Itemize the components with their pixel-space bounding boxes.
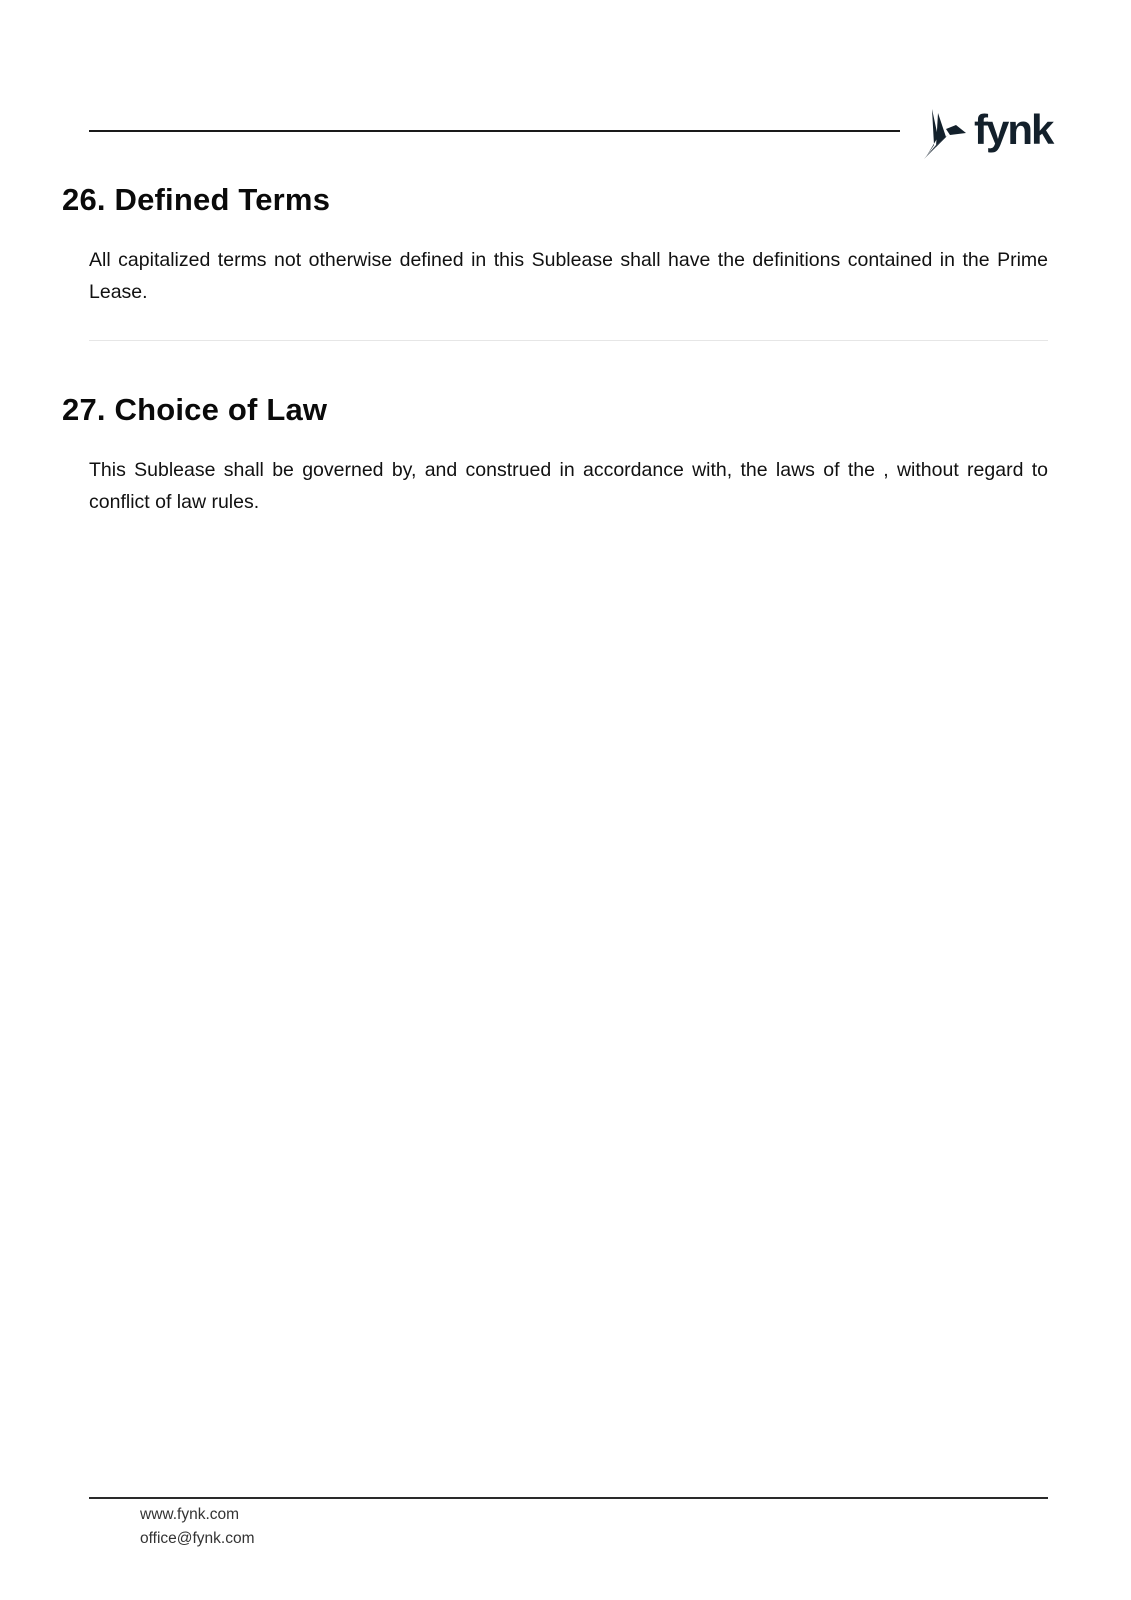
section-title-defined-terms: 26. Defined Terms: [62, 182, 331, 217]
fynk-logo: [922, 105, 1052, 161]
section-title-choice-of-law: 27. Choice of Law: [62, 392, 328, 427]
section-body-choice-of-law: This Sublease shall be governed by, and construed in accordance with, the laws of the , without regard to conflict of law rules.: [89, 459, 1048, 513]
logo-text: fynk: [974, 106, 1053, 153]
footer-website-link[interactable]: www.fynk.com: [140, 1506, 240, 1523]
section-body-defined-terms: All capitalized terms not otherwise defined in this Sublease shall have the definitions contained in the Prime Lease.: [89, 249, 1048, 303]
origami-bird-icon: [922, 107, 968, 159]
footer-email-link[interactable]: office@fynk.com: [140, 1530, 255, 1547]
footer-rule: [89, 1497, 1048, 1499]
header-rule: [89, 130, 900, 132]
section-divider: [89, 340, 1048, 341]
